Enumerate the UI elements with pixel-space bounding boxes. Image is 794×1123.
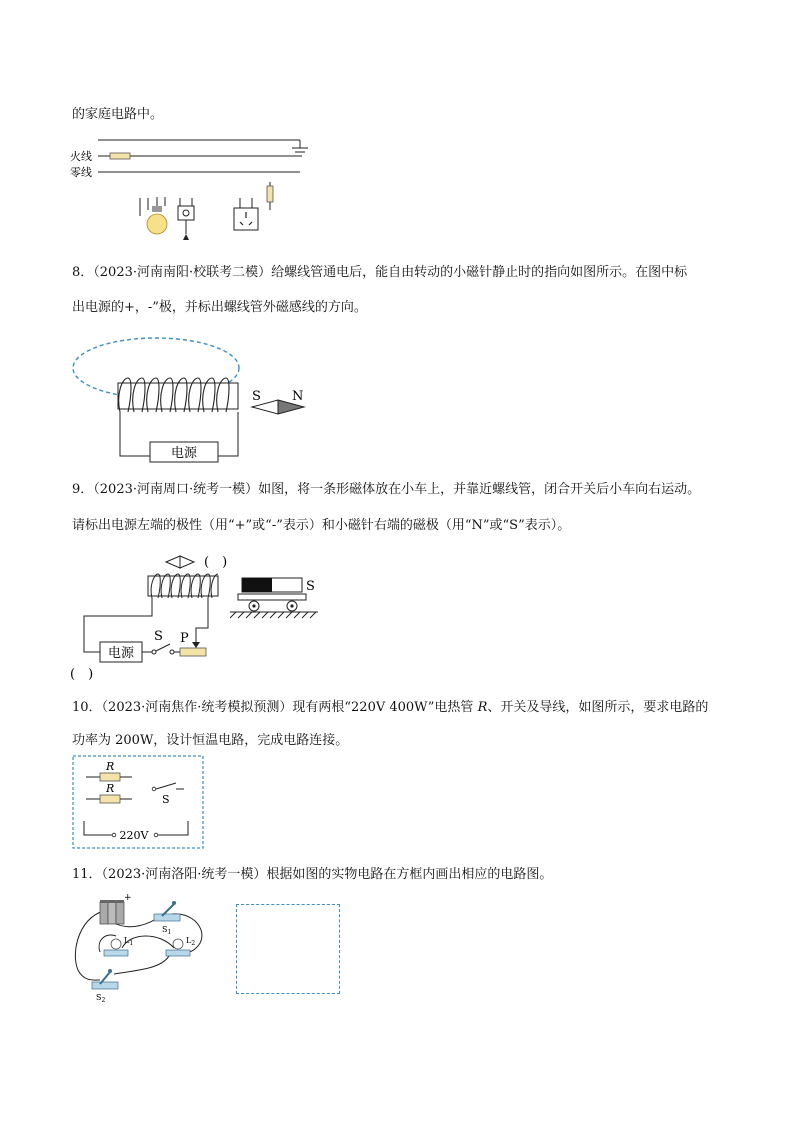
magnet-s-label: S bbox=[306, 579, 315, 594]
left-lead bbox=[120, 412, 150, 456]
slider-wire bbox=[196, 598, 208, 644]
bar-magnet-dark-half bbox=[242, 578, 272, 592]
q10-line2: 功率为 200W，设计恒温电路，完成电路连接。 bbox=[72, 733, 349, 748]
solenoid-core bbox=[118, 383, 238, 409]
cart-body bbox=[238, 594, 306, 600]
fig11-svg bbox=[70, 892, 210, 1004]
knife-switch-s2-icon bbox=[92, 969, 118, 989]
s2-label-sub: 2 bbox=[101, 997, 106, 1004]
q10-line1 bbox=[72, 696, 708, 715]
fig7-svg bbox=[66, 130, 326, 248]
socket-fuse-icon bbox=[267, 182, 273, 210]
l2-label-sub: 2 bbox=[191, 940, 196, 947]
q8-line1: 8．（2023·河南南阳·校联考二模）给螺线管通电后，能自由转动的小磁针静止时的指向如图所示。在图中标 bbox=[72, 265, 688, 280]
right-lead bbox=[218, 412, 238, 456]
needle-s-label: S bbox=[252, 389, 261, 404]
fig8-solenoid bbox=[70, 334, 340, 466]
power-source-label: 电源 bbox=[170, 446, 198, 461]
resistor2-label: R bbox=[106, 782, 115, 795]
neutral-wire-label: 零线 bbox=[70, 166, 92, 179]
switch-s-label: S bbox=[154, 629, 163, 644]
rheostat-icon bbox=[180, 648, 206, 656]
fig9-solenoid-cart bbox=[70, 550, 330, 682]
battery-plus-label: + bbox=[124, 893, 132, 903]
knife-switch-s1-icon bbox=[154, 901, 180, 921]
s1-label-sub: 1 bbox=[167, 929, 172, 936]
switch-contact bbox=[152, 650, 156, 654]
q10-line1-a: 10．（2023·河南焦作·统考模拟预测）现有两根“220V 400W”电热管 bbox=[72, 700, 478, 715]
q7-tail: 的家庭电路中。 bbox=[72, 107, 164, 122]
q11-line1: 11．（2023·河南洛阳·统考一模）根据如图的实物电路在方框内画出相应的电路图。 bbox=[72, 867, 553, 882]
resistor2 bbox=[100, 795, 120, 803]
resistor1 bbox=[100, 773, 120, 781]
q10-line1-b: 、开关及导线，如图所示，要求电路的 bbox=[487, 700, 709, 715]
switch-blade bbox=[156, 644, 170, 651]
supply-left-wire bbox=[84, 821, 112, 835]
slider-p-label: P bbox=[180, 631, 189, 646]
answer-drawing-frame[interactable] bbox=[236, 904, 340, 994]
s2-label bbox=[96, 993, 105, 1004]
q9-line2: 请标出电源左端的极性（用“+”或“-”表示）和小磁针右端的磁极（用“N”或“S”表示）。 bbox=[72, 518, 571, 533]
ground-icon bbox=[292, 148, 308, 156]
lamp-icon bbox=[140, 197, 167, 234]
q9-line1: 9．（2023·河南周口·统考一模）如图，将一条形磁体放在小车上，并靠近螺线管，闭合开关后小车向右运动。 bbox=[72, 482, 701, 497]
s1-label bbox=[162, 925, 171, 936]
fig11-physical-circuit bbox=[70, 892, 210, 1004]
supply-voltage-label: 220V bbox=[119, 829, 149, 842]
l1-label-main: L bbox=[124, 936, 130, 945]
fig7-home-circuit bbox=[66, 130, 326, 248]
switch-blade bbox=[156, 783, 176, 789]
switch-label: S bbox=[162, 793, 170, 806]
fig10-heater-circuit bbox=[72, 755, 206, 851]
power-source-label: 电源 bbox=[107, 646, 135, 661]
socket-icon bbox=[234, 198, 258, 230]
switch-contact bbox=[152, 787, 156, 791]
fig9-svg bbox=[70, 550, 330, 682]
ground-surface bbox=[230, 612, 318, 618]
fuse-icon bbox=[110, 153, 130, 159]
s2-label-main: S bbox=[96, 993, 102, 1002]
q8-line2: 出电源的+，-”极，并标出螺线管外磁感线的方向。 bbox=[72, 300, 367, 315]
compass-needle-icon bbox=[166, 556, 194, 568]
l1-label bbox=[124, 936, 133, 947]
q10-r-symbol: R bbox=[477, 700, 488, 715]
l1-label-sub: 1 bbox=[129, 940, 134, 947]
live-wire-label: 火线 bbox=[70, 150, 92, 163]
pull-switch-icon bbox=[178, 198, 194, 240]
power-answer-paren: ( ) bbox=[70, 667, 94, 682]
fig8-svg bbox=[70, 334, 340, 466]
slider-arrow-icon bbox=[192, 642, 200, 648]
s2-to-l2-wire bbox=[114, 954, 170, 974]
compass-answer-paren: ( ) bbox=[204, 555, 228, 570]
supply-right-wire bbox=[158, 821, 188, 835]
needle-n-label: N bbox=[292, 389, 304, 404]
l2-label bbox=[186, 936, 195, 947]
resistor1-label: R bbox=[106, 760, 115, 773]
battery-pack-icon bbox=[100, 900, 124, 924]
fig10-svg bbox=[72, 755, 206, 851]
s1-label-main: S bbox=[162, 925, 168, 934]
wheel-icon bbox=[249, 601, 297, 611]
l2-label-main: L bbox=[186, 936, 192, 945]
